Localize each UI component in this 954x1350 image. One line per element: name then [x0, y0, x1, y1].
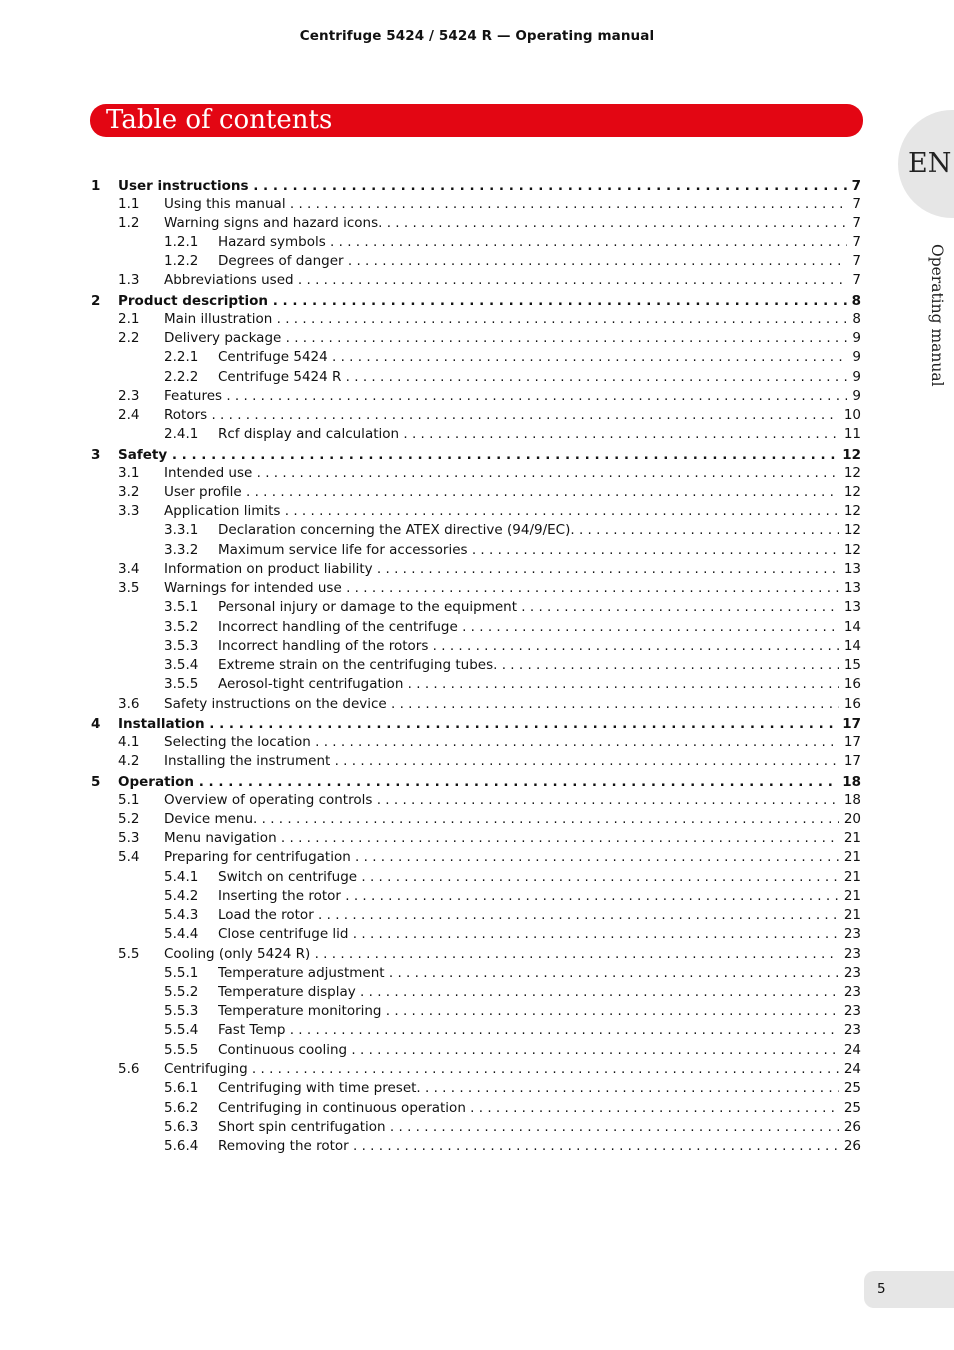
toc-entry-number: 3.1 — [118, 465, 140, 481]
toc-entry-title: Fast Temp . . . — [218, 1021, 850, 1040]
toc-entry-number: 1 — [91, 178, 101, 194]
toc-entry-title: Installing the instrument . . . — [164, 752, 850, 771]
toc-entry-title: Centrifuging . . . — [164, 1060, 850, 1079]
toc-entry[interactable] — [0, 310, 954, 329]
toc-entry-page: 8 — [847, 310, 861, 329]
toc-entry-number: 2.4.1 — [164, 426, 199, 442]
toc-entry[interactable] — [0, 177, 954, 196]
toc-entry-page: 9 — [847, 368, 861, 387]
toc-entry-title: Application limits . . . — [164, 502, 850, 521]
toc-entry-title: Temperature monitoring . . . — [218, 1002, 850, 1021]
toc-title-bar — [90, 104, 863, 137]
toc-entry-title: Personal injury or damage to the equipment . . . — [218, 598, 850, 617]
toc-entry-number: 5.4.1 — [164, 869, 199, 885]
toc-entry-page: 24 — [839, 1041, 861, 1060]
toc-entry[interactable] — [0, 695, 954, 714]
toc-entry-page: 7 — [847, 233, 861, 252]
toc-entry[interactable] — [0, 656, 954, 675]
toc-entry-title: Rcf display and calculation . . . — [218, 425, 850, 444]
toc-entry-number: 2.2.1 — [164, 349, 199, 365]
toc-entry-page: 21 — [839, 887, 861, 906]
toc-entry-number: 3.3.2 — [164, 542, 199, 558]
toc-entry-page: 7 — [847, 177, 861, 196]
toc-entry[interactable] — [0, 271, 954, 290]
toc-entry[interactable] — [0, 1079, 954, 1098]
toc-entry[interactable] — [0, 810, 954, 829]
toc-entry-page: 10 — [839, 406, 861, 425]
toc-entry-page: 21 — [839, 868, 861, 887]
toc-entry-page: 12 — [839, 483, 861, 502]
toc-entry-number: 5.3 — [118, 830, 140, 846]
toc-entry-page: 26 — [839, 1118, 861, 1137]
toc-entry[interactable] — [0, 945, 954, 964]
toc-entry[interactable] — [0, 983, 954, 1002]
toc-entry-title: Continuous cooling . . . — [218, 1041, 850, 1060]
toc-entry-page: 12 — [839, 502, 861, 521]
toc-entry-page: 23 — [839, 925, 861, 944]
toc-entry[interactable] — [0, 733, 954, 752]
toc-entry-page: 23 — [839, 983, 861, 1002]
toc-entry-page: 13 — [839, 560, 861, 579]
toc-entry[interactable] — [0, 541, 954, 560]
toc-entry[interactable] — [0, 195, 954, 214]
toc-entry-number: 2.3 — [118, 388, 140, 404]
toc-entry[interactable] — [0, 791, 954, 810]
toc-entry[interactable] — [0, 214, 954, 233]
toc-entry-page: 11 — [839, 425, 861, 444]
toc-entry-title: Switch on centrifuge . . . — [218, 868, 850, 887]
toc-entry-title: Menu navigation . . . — [164, 829, 850, 848]
toc-entry[interactable] — [0, 829, 954, 848]
toc-entry[interactable] — [0, 329, 954, 348]
toc-entry-page: 18 — [839, 791, 861, 810]
toc-entry-page: 9 — [847, 329, 861, 348]
toc-entry-page: 9 — [847, 387, 861, 406]
toc-entry[interactable] — [0, 964, 954, 983]
toc-entry-title: Extreme strain on the centrifuging tubes. . . . — [218, 656, 850, 675]
toc-entry[interactable] — [0, 579, 954, 598]
toc-entry-number: 5.2 — [118, 811, 140, 827]
toc-entry-title: Short spin centrifugation . . . — [218, 1118, 850, 1137]
toc-entry-title: Declaration concerning the ATEX directive (94/9/EC). . . . — [218, 521, 850, 540]
toc-entry[interactable] — [0, 773, 954, 792]
toc-entry[interactable] — [0, 1137, 954, 1156]
toc-entry-title: Features . . . — [164, 387, 850, 406]
toc-entry[interactable] — [0, 906, 954, 925]
toc-entry-number: 5.4.4 — [164, 926, 199, 942]
toc-entry-title: Abbreviations used . . . — [164, 271, 850, 290]
toc-entry-page: 12 — [837, 446, 861, 465]
toc-entry[interactable] — [0, 233, 954, 252]
toc-entry-title: Aerosol-tight centrifugation . . . — [218, 675, 850, 694]
toc-entry-page: 23 — [839, 1002, 861, 1021]
toc-entry-title: Cooling (only 5424 R) . . . — [164, 945, 850, 964]
toc-entry-page: 13 — [839, 579, 861, 598]
toc-entry-page: 21 — [839, 829, 861, 848]
toc-entry-page: 7 — [847, 214, 861, 233]
toc-entry-page: 12 — [839, 521, 861, 540]
toc-entry-page: 23 — [839, 964, 861, 983]
toc-entry[interactable] — [0, 618, 954, 637]
toc-entry[interactable] — [0, 1041, 954, 1060]
toc-entry-page: 25 — [839, 1099, 861, 1118]
toc-entry-page: 16 — [839, 675, 861, 694]
toc-entry-page: 16 — [839, 695, 861, 714]
toc-entry[interactable] — [0, 1021, 954, 1040]
toc-entry-number: 5.6 — [118, 1061, 140, 1077]
toc-entry[interactable] — [0, 560, 954, 579]
toc-entry-number: 4.2 — [118, 753, 140, 769]
toc-entry-title: User instructions . . . — [118, 177, 850, 196]
toc-entry-number: 1.2.2 — [164, 253, 199, 269]
toc-entry-page: 21 — [839, 848, 861, 867]
toc-entry-page: 8 — [847, 292, 861, 311]
toc-entry-title: Temperature adjustment . . . — [218, 964, 850, 983]
toc-entry-number: 3.5.1 — [164, 599, 199, 615]
toc-entry-title: Degrees of danger . . . — [218, 252, 850, 271]
toc-entry-number: 3.6 — [118, 696, 140, 712]
toc-entry[interactable] — [0, 887, 954, 906]
toc-entry[interactable] — [0, 348, 954, 367]
toc-entry[interactable] — [0, 925, 954, 944]
toc-entry-page: 13 — [839, 598, 861, 617]
toc-entry[interactable] — [0, 483, 954, 502]
toc-entry-page: 18 — [837, 773, 861, 792]
toc-entry-page: 23 — [839, 1021, 861, 1040]
toc-entry-page: 14 — [839, 637, 861, 656]
toc-entry-title: Product description . . . — [118, 292, 850, 311]
toc-entry-number: 5.5 — [118, 946, 140, 962]
toc-entry-page: 17 — [839, 752, 861, 771]
toc-entry-number: 5.5.2 — [164, 984, 199, 1000]
toc-entry-number: 5.6.3 — [164, 1119, 199, 1135]
toc-entry-number: 3.3.1 — [164, 522, 199, 538]
language-label: EN — [908, 148, 952, 179]
toc-entry-title: Centrifuge 5424 . . . — [218, 348, 850, 367]
toc-entry-title: Centrifuging with time preset. . . . — [218, 1079, 850, 1098]
toc-entry-title: Operation . . . — [118, 773, 850, 792]
toc-entry-title: Temperature display . . . — [218, 983, 850, 1002]
toc-entry-title: Main illustration . . . — [164, 310, 850, 329]
toc-entry[interactable] — [0, 368, 954, 387]
toc-entry-title: Incorrect handling of the centrifuge . . . — [218, 618, 850, 637]
toc-entry-number: 2.1 — [118, 311, 140, 327]
toc-entry-title: Hazard symbols . . . — [218, 233, 850, 252]
toc-entry-number: 2 — [91, 293, 101, 309]
toc-entry-number: 5.1 — [118, 792, 140, 808]
toc-entry-title: Installation . . . — [118, 715, 850, 734]
toc-entry-number: 5 — [91, 774, 101, 790]
toc-entry-title: Safety instructions on the device . . . — [164, 695, 850, 714]
toc-entry-page: 17 — [837, 715, 861, 734]
page-title: Table of contents — [106, 105, 333, 135]
toc-entry-page: 7 — [847, 271, 861, 290]
toc-entry-number: 5.5.3 — [164, 1003, 199, 1019]
toc-entry-page: 12 — [839, 541, 861, 560]
toc-entry-number: 1.2 — [118, 215, 140, 231]
toc-entry[interactable] — [0, 387, 954, 406]
toc-entry[interactable] — [0, 715, 954, 734]
toc-entry-page: 15 — [839, 656, 861, 675]
toc-entry-title: Warnings for intended use . . . — [164, 579, 850, 598]
toc-entry-number: 5.5.1 — [164, 965, 199, 981]
toc-entry-number: 5.6.4 — [164, 1138, 199, 1154]
toc-entry-page: 14 — [839, 618, 861, 637]
toc-entry-title: Incorrect handling of the rotors . . . — [218, 637, 850, 656]
toc-entry-page: 9 — [847, 348, 861, 367]
toc-entry[interactable] — [0, 292, 954, 311]
toc-entry-title: Warning signs and hazard icons. . . . — [164, 214, 850, 233]
toc-entry-title: Selecting the location . . . — [164, 733, 850, 752]
toc-entry[interactable] — [0, 752, 954, 771]
toc-entry-number: 5.5.5 — [164, 1042, 199, 1058]
toc-entry-page: 26 — [839, 1137, 861, 1156]
toc-entry[interactable] — [0, 598, 954, 617]
toc-entry-number: 5.5.4 — [164, 1022, 199, 1038]
toc-entry-number: 3.2 — [118, 484, 140, 500]
toc-entry-title: Maximum service life for accessories . . . — [218, 541, 850, 560]
toc-entry-page: 20 — [839, 810, 861, 829]
toc-entry[interactable] — [0, 521, 954, 540]
toc-entry-title: Delivery package . . . — [164, 329, 850, 348]
toc-entry-title: Preparing for centrifugation . . . — [164, 848, 850, 867]
toc-entry-title: Safety . . . — [118, 446, 850, 465]
document-header: Centrifuge 5424 / 5424 R — Operating manual — [299, 28, 655, 44]
toc-entry[interactable] — [0, 868, 954, 887]
toc-entry-number: 3.3 — [118, 503, 140, 519]
page-number: 5 — [877, 1281, 886, 1297]
toc-entry-page: 24 — [839, 1060, 861, 1079]
toc-entry[interactable] — [0, 464, 954, 483]
toc-entry-number: 2.4 — [118, 407, 140, 423]
toc-entry[interactable] — [0, 1099, 954, 1118]
toc-entry-page: 21 — [839, 906, 861, 925]
toc-entry-title: Overview of operating controls . . . — [164, 791, 850, 810]
toc-entry-number: 3.5.2 — [164, 619, 199, 635]
toc-entry-title: Rotors . . . — [164, 406, 850, 425]
toc-entry-title: Using this manual . . . — [164, 195, 850, 214]
toc-entry[interactable] — [0, 848, 954, 867]
toc-entry-number: 5.4.2 — [164, 888, 199, 904]
toc-entry-number: 1.2.1 — [164, 234, 199, 250]
toc-entry-title: User profile . . . — [164, 483, 850, 502]
toc-entry[interactable] — [0, 1002, 954, 1021]
toc-entry[interactable] — [0, 446, 954, 465]
toc-entry[interactable] — [0, 1060, 954, 1079]
toc-entry-title: Inserting the rotor . . . — [218, 887, 850, 906]
toc-entry-number: 5.4.3 — [164, 907, 199, 923]
toc-entry-page: 7 — [847, 195, 861, 214]
toc-entry-title: Device menu. . . . — [164, 810, 850, 829]
toc-entry-number: 2.2.2 — [164, 369, 199, 385]
toc-entry-number: 3.5 — [118, 580, 140, 596]
toc-entry-number: 5.6.1 — [164, 1080, 199, 1096]
toc-entry-page: 23 — [839, 945, 861, 964]
toc-entry-title: Centrifuging in continuous operation . . . — [218, 1099, 850, 1118]
toc-entry-page: 7 — [847, 252, 861, 271]
page-number-tab — [864, 1271, 954, 1308]
toc-entry-number: 3.5.4 — [164, 657, 199, 673]
side-section-label: Operating manual — [928, 244, 946, 387]
toc-entry-number: 3.5.3 — [164, 638, 199, 654]
toc-entry[interactable] — [0, 252, 954, 271]
toc-entry-number: 3.4 — [118, 561, 140, 577]
toc-entry[interactable] — [0, 425, 954, 444]
toc-entry-title: Centrifuge 5424 R . . . — [218, 368, 850, 387]
toc-entry-page: 25 — [839, 1079, 861, 1098]
toc-entry[interactable] — [0, 675, 954, 694]
toc-entry-number: 5.4 — [118, 849, 140, 865]
toc-entry-title: Intended use . . . — [164, 464, 850, 483]
toc-entry-title: Close centrifuge lid . . . — [218, 925, 850, 944]
toc-entry[interactable] — [0, 1118, 954, 1137]
toc-entry-number: 2.2 — [118, 330, 140, 346]
toc-entry-number: 3.5.5 — [164, 676, 199, 692]
toc-entry-title: Load the rotor . . . — [218, 906, 850, 925]
toc-entry-number: 4 — [91, 716, 101, 732]
toc-entry-number: 4.1 — [118, 734, 140, 750]
toc-entry-title: Removing the rotor . . . — [218, 1137, 850, 1156]
toc-entry-number: 5.6.2 — [164, 1100, 199, 1116]
toc-entry[interactable] — [0, 406, 954, 425]
toc-entry-number: 1.1 — [118, 196, 140, 212]
toc-entry-page: 12 — [839, 464, 861, 483]
toc-entry[interactable] — [0, 637, 954, 656]
toc-entry-title: Information on product liability . . . — [164, 560, 850, 579]
toc-entry-number: 1.3 — [118, 272, 140, 288]
toc-entry-page: 17 — [839, 733, 861, 752]
toc-entry[interactable] — [0, 502, 954, 521]
toc-entry-number: 3 — [91, 447, 101, 463]
